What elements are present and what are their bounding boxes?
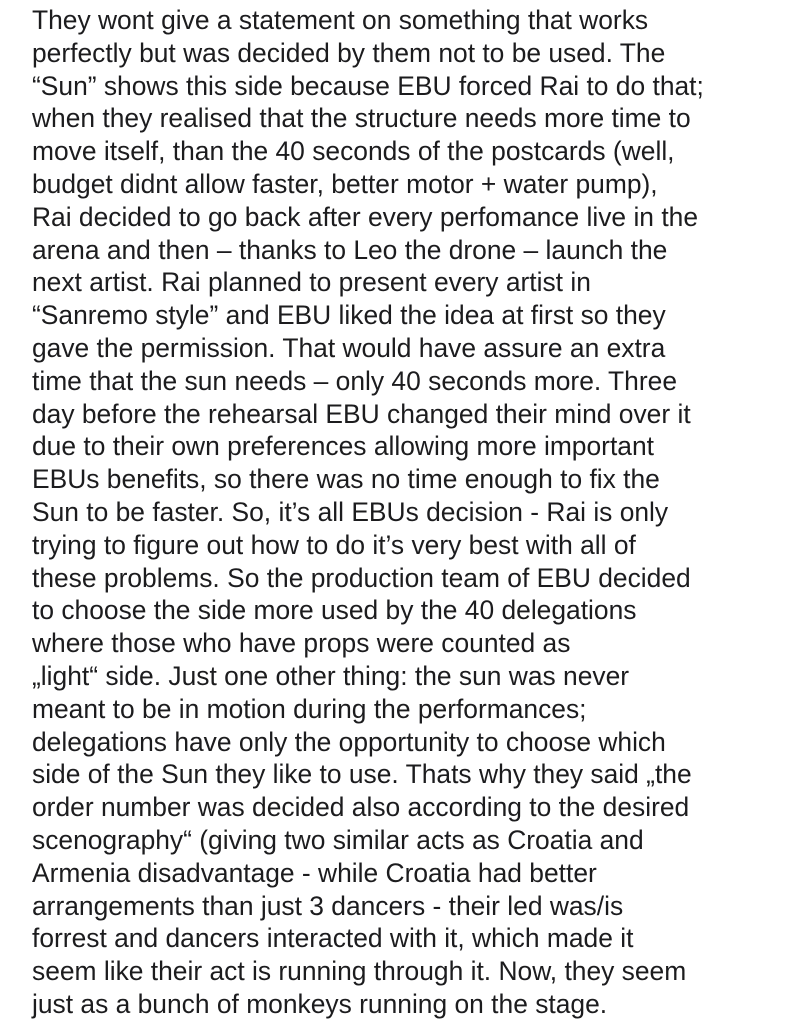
post-text-line: side of the Sun they like to use. Thats why they said „the	[32, 759, 692, 790]
post-text-line: day before the rehearsal EBU changed their mind over it	[32, 398, 691, 429]
post-text-line: just as a bunch of monkeys running on the stage.	[32, 988, 608, 1019]
post-text-line: gave the permission. That would have assure an extra	[32, 332, 666, 363]
post-text-line: order number was decided also according to the desired	[32, 792, 690, 823]
post-text-line: delegations have only the opportunity to choose which	[32, 726, 666, 757]
post-text-line: time that the sun needs – only 40 seconds more. Three	[32, 365, 677, 396]
post-text-line: scenography“ (giving two similar acts as Croatia and	[32, 824, 644, 855]
post-text-line: when they realised that the structure needs more time to	[32, 103, 691, 134]
post-text-line: seem like their act is running through it. Now, they seem	[32, 956, 687, 987]
post-text-line: Sun to be faster. So, it’s all EBUs decision - Rai is only	[32, 496, 669, 527]
post-text-line: due to their own preferences allowing more important	[32, 431, 654, 462]
post-text-line: “Sun” shows this side because EBU forced Rai to do that;	[32, 70, 704, 101]
post-text-line: to choose the side more used by the 40 delegations	[32, 595, 637, 626]
post-text-line: EBUs benefits, so there was no time enough to fix the	[32, 464, 660, 495]
post-text-line: trying to figure out how to do it’s very best with all of	[32, 529, 636, 560]
post-text-line: arrangements than just 3 dancers - their led was/is	[32, 890, 624, 921]
post-text-line: move itself, than the 40 seconds of the postcards (well,	[32, 136, 675, 167]
post-text-line: budget didnt allow faster, better motor + water pump),	[32, 168, 658, 199]
post-text	[32, 4, 772, 1021]
post-text-line: arena and then – thanks to Leo the drone – launch the	[32, 234, 668, 265]
post-text-line: They wont give a statement on something that works	[32, 5, 649, 35]
post-text-line: where those who have props were counted as	[32, 628, 571, 659]
post-text-line: perfectly but was decided by them not to be used. The	[32, 37, 666, 68]
post-text-line: meant to be in motion during the performances;	[32, 693, 587, 724]
post-text-line: these problems. So the production team of EBU decided	[32, 562, 691, 593]
post-text-line: forrest and dancers interacted with it, which made it	[32, 923, 634, 954]
post-text-line: next artist. Rai planned to present every artist in	[32, 267, 591, 298]
post-text-line: Rai decided to go back after every perfomance live in the	[32, 201, 699, 232]
post-text-line: Armenia disadvantage - while Croatia had better	[32, 857, 597, 888]
post-text-line: “Sanremo style” and EBU liked the idea at first so they	[32, 300, 666, 331]
post-text-line: „light“ side. Just one other thing: the sun was never	[32, 660, 630, 691]
